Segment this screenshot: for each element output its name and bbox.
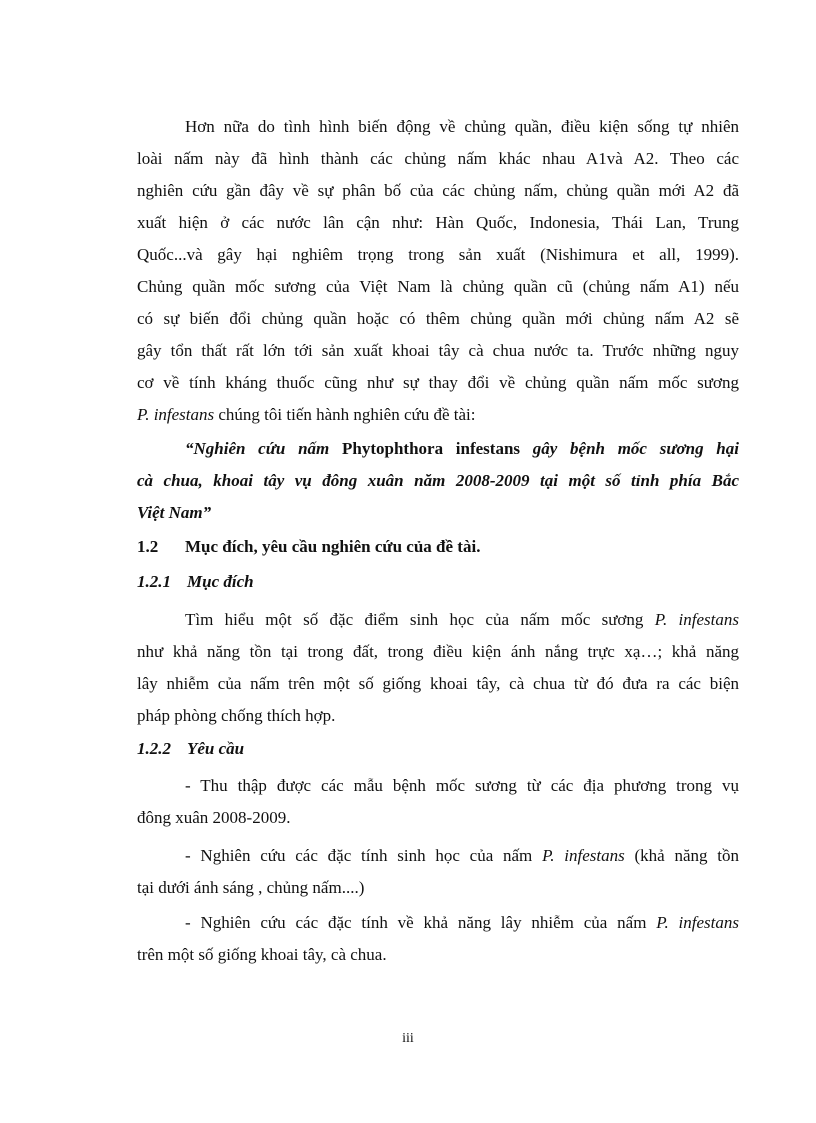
- page-number: iii: [402, 1031, 414, 1046]
- section-heading: [137, 537, 480, 557]
- title-line: Việt Nam”: [137, 503, 212, 522]
- subsection-title: Yêu cầu: [187, 739, 245, 758]
- paragraph-line: như khả năng tồn tại trong đất, trong điều kiện ánh nắng trực xạ…; khả năng: [137, 642, 739, 661]
- title-text: “Nghiên cứu nấm: [185, 439, 342, 458]
- subsection-heading: [137, 572, 254, 592]
- paragraph-text: chúng tôi tiến hành nghiên cứu đề tài:: [214, 405, 476, 424]
- title-line: cà chua, khoai tây vụ đông xuân năm 2008-2009 tại một số tỉnh phía Bắc: [137, 471, 739, 490]
- subsection-number: 1.2.1: [137, 572, 171, 591]
- paragraph-line: [137, 604, 739, 636]
- thesis-title: [137, 433, 739, 529]
- paragraph-line: loài nấm này đã hình thành các chủng nấm khác nhau A1và A2. Theo các: [137, 149, 739, 168]
- subsection-title: Mục đích: [187, 572, 254, 591]
- paragraph-line: nghiên cứu gần đây về sự phân bố của các chủng nấm, chủng quần mới A2 đã: [137, 181, 739, 200]
- paragraph-text: - Nghiên cứu các đặc tính về khả năng lây nhiễm của nấm: [185, 913, 657, 932]
- paragraph-text: (khả năng tồn: [624, 846, 739, 865]
- paragraph-line: [137, 399, 739, 431]
- title-line: [137, 433, 739, 465]
- requirement-item: [137, 840, 739, 904]
- paragraph-line: [137, 840, 739, 872]
- section-number: 1.2: [137, 537, 159, 556]
- section-title: Mục đích, yêu cầu nghiên cứu của đề tài.: [185, 537, 481, 556]
- paragraph-line: có sự biến đổi chủng quần hoặc có thêm chủng quần mới chủng nấm A2 sẽ: [137, 309, 739, 328]
- paragraph-line: pháp phòng chống thích hợp.: [137, 706, 336, 725]
- paragraph-line: Hơn nữa do tình hình biến động về chủng quần, điều kiện sống tự nhiên: [185, 117, 739, 136]
- subsection-heading: [137, 739, 244, 759]
- species-name: P. infestans: [542, 846, 625, 865]
- paragraph-line: lây nhiễm của nấm trên một số giống khoai tây, cà chua từ đó đưa ra các biện: [137, 674, 739, 693]
- paragraph-line: Quốc...và gây hại nghiêm trọng trong sản xuất (Nishimura et all, 1999).: [137, 245, 739, 264]
- paragraph-line: đông xuân 2008-2009.: [137, 808, 291, 827]
- intro-paragraph: [137, 111, 739, 431]
- paragraph-line: tại dưới ánh sáng , chủng nấm....): [137, 878, 365, 897]
- requirement-item: [137, 770, 739, 834]
- species-name: Phytophthora infestans: [342, 439, 521, 458]
- requirement-item: [137, 907, 739, 971]
- species-name: P. infestans: [137, 405, 215, 424]
- paragraph-line: Chủng quần mốc sương của Việt Nam là chủng quần cũ (chủng nấm A1) nếu: [137, 277, 739, 296]
- paragraph-line: xuất hiện ở các nước lân cận như: Hàn Quốc, Indonesia, Thái Lan, Trung: [137, 213, 739, 232]
- species-name: P. infestans: [654, 610, 740, 629]
- purpose-paragraph: [137, 604, 739, 732]
- paragraph-text: Tìm hiểu một số đặc điểm sinh học của nấm mốc sương: [185, 610, 655, 629]
- title-text: gây bệnh mốc sương hại: [520, 439, 739, 458]
- paragraph-line: [137, 907, 739, 939]
- paragraph-line: gây tổn thất rất lớn tới sản xuất khoai tây cà chua nước ta. Trước những nguy: [137, 341, 739, 360]
- species-name: P. infestans: [656, 913, 739, 932]
- subsection-number: 1.2.2: [137, 739, 171, 758]
- paragraph-text: - Nghiên cứu các đặc tính sinh học của nấm: [185, 846, 543, 865]
- paragraph-line: trên một số giống khoai tây, cà chua.: [137, 945, 387, 964]
- paragraph-line: - Thu thập được các mẫu bệnh mốc sương từ các địa phương trong vụ: [185, 776, 739, 795]
- paragraph-line: cơ về tính kháng thuốc cũng như sự thay đổi về chủng quần nấm mốc sương: [137, 373, 739, 392]
